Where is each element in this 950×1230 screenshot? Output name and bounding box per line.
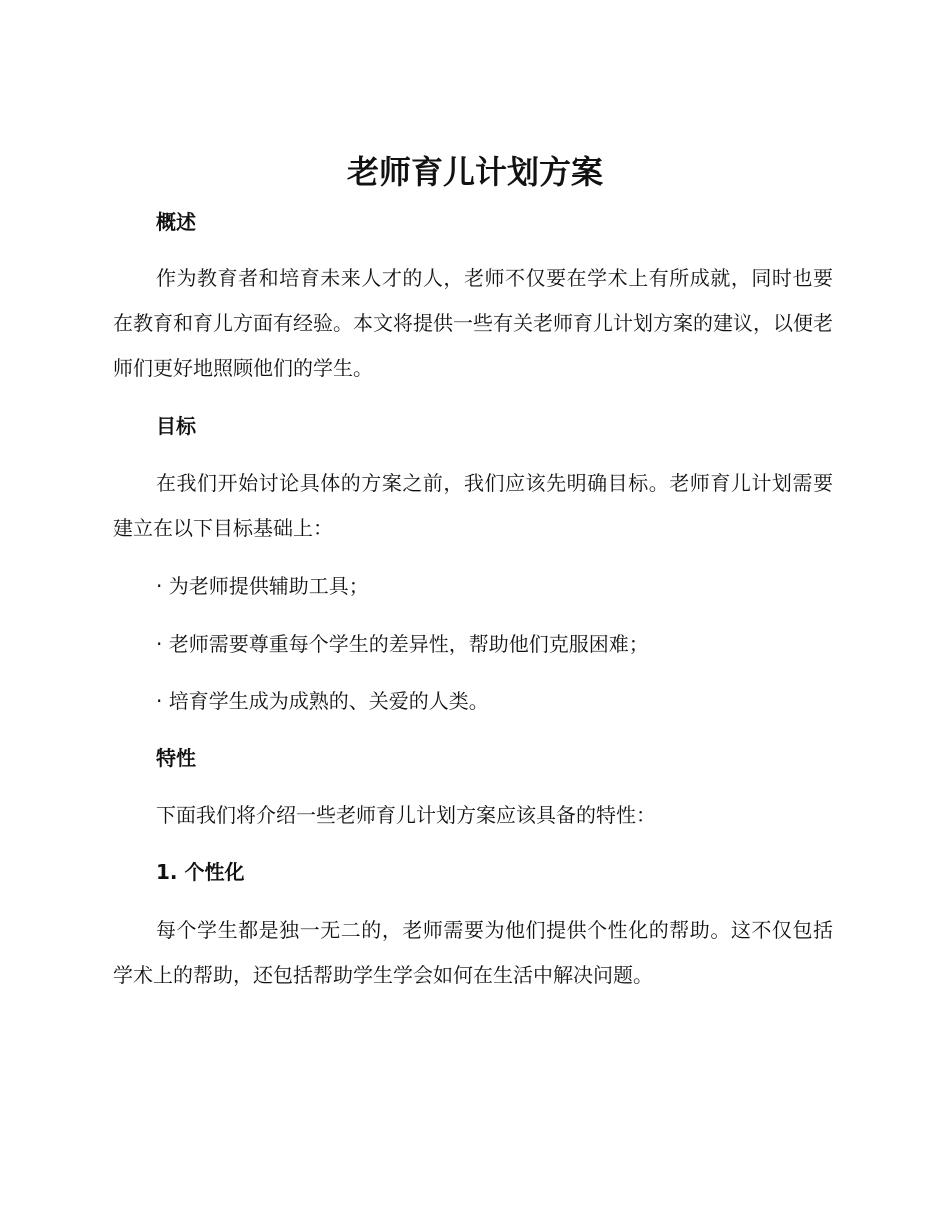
overview-paragraph: 作为教育者和培育未来人才的人，老师不仅要在学术上有所成就，同时也要在教育和育儿方面有经验。本文将提供一些有关老师育儿计划方案的建议，以便老师们更好地照顾他们的学生。 bbox=[113, 266, 833, 380]
personalization-paragraph: 每个学生都是独一无二的，老师需要为他们提供个性化的帮助。这不仅包括学术上的帮助，还包括帮助学生学会如何在生活中解决问题。 bbox=[113, 918, 833, 987]
features-intro: 下面我们将介绍一些老师育儿计划方案应该具备的特性： bbox=[156, 803, 656, 827]
section-heading-features: 特性 bbox=[156, 746, 196, 770]
section-heading-overview: 概述 bbox=[156, 210, 196, 234]
section-heading-goals: 目标 bbox=[156, 414, 196, 438]
goals-bullet-3: · 培育学生成为成熟的、关爱的人类。 bbox=[156, 689, 489, 713]
goals-bullet-2: · 老师需要尊重每个学生的差异性，帮助他们克服困难； bbox=[156, 632, 649, 656]
goals-bullet-1: · 为老师提供辅助工具； bbox=[156, 574, 369, 598]
goals-paragraph: 在我们开始讨论具体的方案之前，我们应该先明确目标。老师育儿计划需要建立在以下目标基础上： bbox=[113, 471, 833, 540]
subheading-personalization: 1. 个性化 bbox=[156, 860, 245, 884]
document-title: 老师育儿计划方案 bbox=[346, 153, 603, 191]
